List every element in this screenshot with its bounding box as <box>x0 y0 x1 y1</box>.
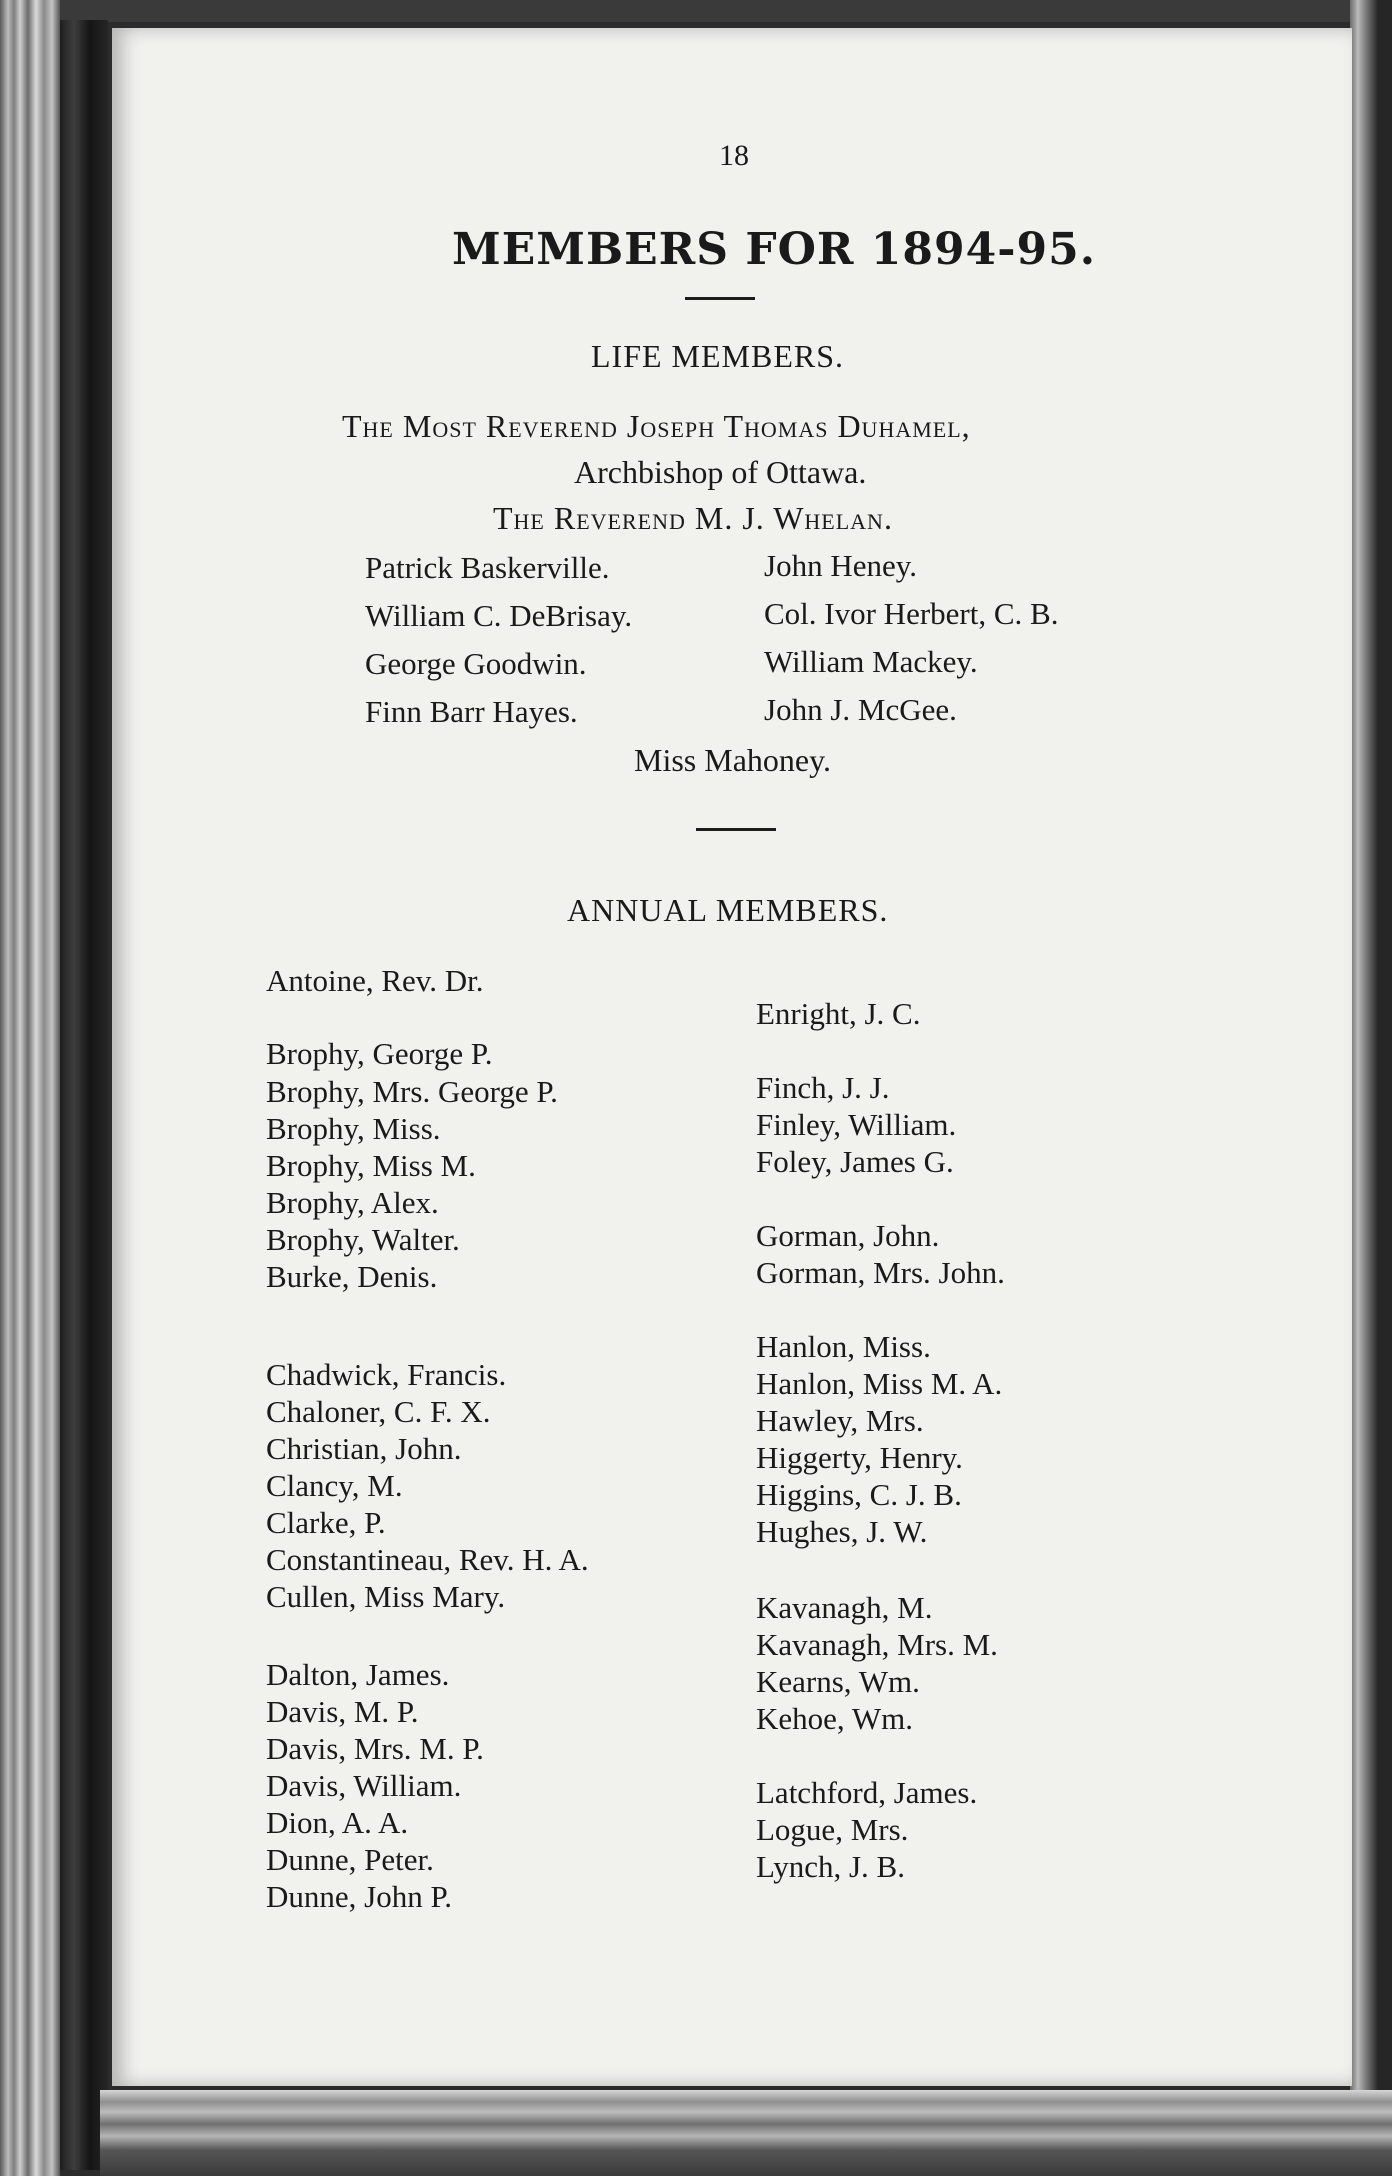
list-item: Lynch, J. B. <box>756 1849 905 1884</box>
list-item: Logue, Mrs. <box>756 1812 909 1847</box>
list-item: Kehoe, Wm. <box>756 1701 913 1736</box>
list-item: Davis, M. P. <box>266 1694 419 1729</box>
list-item: George Goodwin. <box>365 646 587 681</box>
list-item: Kearns, Wm. <box>756 1664 920 1699</box>
list-item: Constantineau, Rev. H. A. <box>266 1542 589 1577</box>
list-item: Dalton, James. <box>266 1657 450 1692</box>
list-item: Kavanagh, M. <box>756 1590 933 1625</box>
list-item: Brophy, Miss M. <box>266 1148 476 1183</box>
list-item: Kavanagh, Mrs. M. <box>756 1627 998 1662</box>
page-number: 18 <box>719 139 749 172</box>
list-item: Hanlon, Miss M. A. <box>756 1366 1003 1401</box>
list-item: Higgerty, Henry. <box>756 1440 963 1475</box>
list-item: Clancy, M. <box>266 1468 403 1503</box>
list-item: Antoine, Rev. Dr. <box>266 963 484 998</box>
list-item: Chaloner, C. F. X. <box>266 1394 491 1429</box>
list-item: Hanlon, Miss. <box>756 1329 931 1364</box>
list-item: Higgins, C. J. B. <box>756 1477 962 1512</box>
book-bottom-edge <box>100 2090 1392 2176</box>
list-item: Brophy, Miss. <box>266 1111 441 1146</box>
list-item: Latchford, James. <box>756 1775 978 1810</box>
book-spine-edge <box>0 0 60 2176</box>
list-item: Davis, Mrs. M. P. <box>266 1731 484 1766</box>
list-item: Patrick Baskerville. <box>365 550 610 585</box>
annual-members-heading: ANNUAL MEMBERS. <box>567 892 889 928</box>
patron-title: Archbishop of Ottawa. <box>574 454 867 490</box>
list-item: Davis, William. <box>266 1768 462 1803</box>
list-item: Finley, William. <box>756 1107 957 1142</box>
book-page <box>112 28 1352 2086</box>
list-item: Dunne, Peter. <box>266 1842 434 1877</box>
list-item: Brophy, Alex. <box>266 1185 439 1220</box>
list-item: Chadwick, Francis. <box>266 1357 507 1392</box>
list-item: Col. Ivor Herbert, C. B. <box>764 596 1059 631</box>
scan-top-edge <box>0 0 1392 22</box>
list-item: Burke, Denis. <box>266 1259 438 1294</box>
list-item: Gorman, John. <box>756 1218 940 1253</box>
list-item: William Mackey. <box>764 644 978 679</box>
list-item: John Heney. <box>764 548 917 583</box>
patron-line: The Most Reverend Joseph Thomas Duhamel, <box>342 408 971 444</box>
page-title: MEMBERS FOR 1894-95. <box>452 224 1097 275</box>
list-item: Enright, J. C. <box>756 996 921 1031</box>
list-item: Cullen, Miss Mary. <box>266 1579 506 1614</box>
reverend-line: The Reverend M. J. Whelan. <box>493 500 893 536</box>
list-item: Dion, A. A. <box>266 1805 409 1840</box>
list-item: Dunne, John P. <box>266 1879 453 1914</box>
list-item: Finn Barr Hayes. <box>365 694 578 729</box>
list-item: John J. McGee. <box>764 692 957 727</box>
list-item: Finch, J. J. <box>756 1070 890 1105</box>
list-item: Brophy, Walter. <box>266 1222 460 1257</box>
title-rule <box>685 297 755 300</box>
list-item: Clarke, P. <box>266 1505 386 1540</box>
list-item: William C. DeBrisay. <box>365 598 633 633</box>
life-members-heading: LIFE MEMBERS. <box>591 338 845 374</box>
list-item: Hawley, Mrs. <box>756 1403 924 1438</box>
life-member-last: Miss Mahoney. <box>634 742 832 778</box>
book-cover-edge <box>60 20 108 2170</box>
scan-right-edge <box>1350 0 1392 2176</box>
list-item: Gorman, Mrs. John. <box>756 1255 1005 1290</box>
list-item: Hughes, J. W. <box>756 1514 928 1549</box>
list-item: Christian, John. <box>266 1431 462 1466</box>
list-item: Foley, James G. <box>756 1144 954 1179</box>
list-item: Brophy, George P. <box>266 1036 493 1071</box>
section-rule <box>696 828 776 831</box>
list-item: Brophy, Mrs. George P. <box>266 1074 558 1109</box>
